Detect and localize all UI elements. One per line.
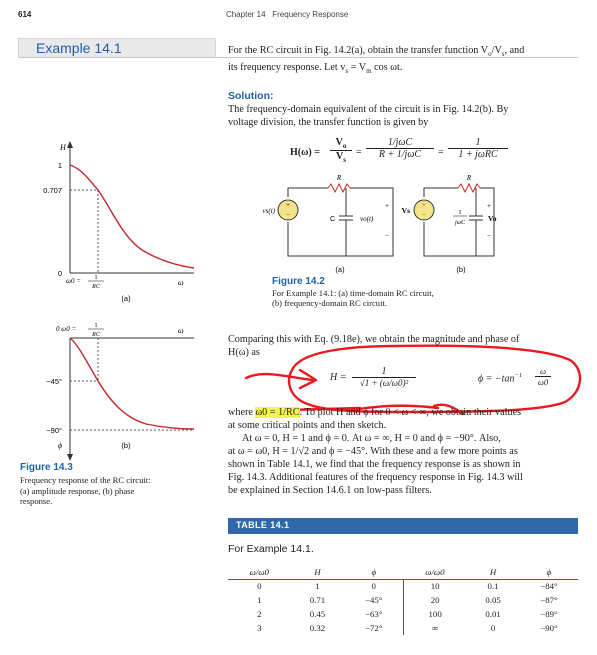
comparison-text: Comparing this with Eq. (9.18e), we obtain the magnitude and phase of H(ω) as: [228, 334, 520, 358]
capacitor-a-label: C: [329, 216, 335, 223]
circuit-a: [278, 184, 393, 256]
ink-arrow-shaft: [246, 374, 312, 380]
table-row: 1 0.71 −45° 20 0.05 −87°: [257, 595, 558, 605]
svg-text:(a): (a): [121, 294, 131, 303]
table-14-1-banner: [228, 518, 578, 534]
source-b-label: Vs: [401, 206, 410, 215]
table-row: 0 1 0 10 0.1 −84°: [228, 579, 578, 593]
svg-text:+: +: [422, 201, 426, 209]
table-14-1-title: For Example 14.1.: [228, 543, 314, 555]
table-row: 3 0.32 −72° ∞ 0 −90°: [257, 623, 558, 633]
svg-text:−: −: [385, 232, 389, 240]
resistor-a-label: R: [336, 174, 342, 182]
svg-text:−90°: −90°: [46, 426, 62, 435]
svg-text:+: +: [487, 202, 491, 210]
svg-text:1: 1: [94, 274, 98, 281]
svg-text:ω: ω: [178, 278, 184, 287]
chapter-number: Chapter 14: [226, 10, 266, 19]
table-header-row: ω/ω0 H ϕ ω/ω0 H ϕ: [228, 565, 578, 579]
amplitude-curve: [70, 165, 194, 268]
table-row: 2 0.45 −63° 100 0.01 −89°: [257, 609, 558, 619]
svg-text:−: −: [422, 211, 426, 219]
body-text: where ω0 = 1/RC. To plot H and ϕ for 0 < ω < ∞, we obtain their values at some critical points and then sketch. At ω = 0, H = 1 and ϕ = 0. At ω = ∞, H = 0 and ϕ = −90°. Also, at ω = ω0, H = 1/√2 and ϕ = −45°. With these and a few more points as shown in Table 14.1, we find that the frequency response is as shown in Fig. 14.3. Additional features of the frequency response in Fig. 14.3 will be explained in Section 14.6.1 on low-pass filters.: [228, 407, 523, 496]
example-statement: For the RC circuit in Fig. 14.2(a), obtain the transfer function $V_o/V_s$, and its frequency response. Let $v_s = V_m$ cos ωt.: [228, 45, 525, 76]
svg-text:ω: ω: [178, 326, 184, 335]
source-a-label: vs(t): [262, 207, 275, 215]
page-number: 614: [18, 10, 32, 19]
figure-14-2-caption: For Example 14.1: (a) time-domain RC circuit, (b) frequency-domain RC circuit.: [272, 288, 434, 308]
table-14-1-tag: TABLE 14.1: [236, 520, 290, 530]
svg-text:+: +: [285, 202, 291, 209]
magnitude-phase-equation: H = 1 √1 + (ω/ω0)² $\phi = -\tan^{-1}$ ω ω0: [330, 366, 560, 400]
svg-text:1: 1: [94, 322, 98, 329]
example-label: Example 14.1: [36, 40, 122, 56]
figure-14-3-title: Figure 14.3: [20, 462, 73, 473]
svg-text:−: −: [285, 212, 291, 219]
highlighted-w0: ω0 = 1/RC: [255, 407, 300, 418]
circuit-b: [414, 184, 494, 256]
figure-14-3-caption: Frequency response of the RC circuit: (a) amplitude response, (b) phase response.: [20, 475, 151, 506]
svg-text:1: 1: [458, 209, 462, 216]
svg-text:ω0 =: ω0 =: [66, 277, 81, 285]
figure-14-2-title: Figure 14.2: [272, 276, 325, 287]
svg-text:0.707: 0.707: [43, 186, 62, 195]
circuit-b-tag: (b): [456, 265, 466, 274]
figure-14-3-amplitude-plot: [22, 138, 202, 308]
solution-intro: The frequency-domain equivalent of the circuit is in Fig. 14.2(b). By voltage division, the transfer function is given by: [228, 104, 509, 128]
solution-heading: Solution:: [228, 90, 274, 102]
svg-text:1: 1: [57, 161, 62, 170]
figure-14-2-circuits: [258, 172, 498, 280]
resistor-b: [458, 184, 480, 192]
resistor-a: [328, 184, 350, 192]
svg-text:RC: RC: [92, 332, 100, 338]
svg-text:0: 0: [57, 269, 62, 278]
transfer-function-equation: H(ω) = $V_o$ $V_s$ = 1/jωC R + 1/jωC = 1 1 + jωRC: [290, 137, 530, 171]
resistor-b-label: R: [466, 174, 472, 182]
table-14-1: [228, 565, 578, 635]
ink-arrow-head: [300, 370, 316, 388]
svg-text:RC: RC: [92, 284, 100, 290]
svg-text:−45°: −45°: [46, 377, 62, 386]
svg-text:ϕ: ϕ: [58, 441, 63, 450]
phase-curve: [70, 338, 194, 429]
svg-text:H: H: [60, 143, 66, 152]
circuit-a-tag: (a): [335, 265, 345, 274]
svg-text:(b): (b): [121, 441, 131, 450]
figure-14-3-phase-plot: [22, 318, 202, 468]
svg-text:0 ω0 =: 0 ω0 =: [56, 325, 77, 333]
svg-text:+: +: [385, 202, 389, 210]
svg-text:−: −: [487, 232, 491, 240]
running-header: [226, 10, 348, 19]
vo-b-label: Vo: [488, 214, 497, 223]
chapter-title: Frequency Response: [272, 10, 349, 19]
svg-text:jωC: jωC: [455, 220, 465, 226]
vo-a-label: vo(t): [360, 215, 374, 223]
